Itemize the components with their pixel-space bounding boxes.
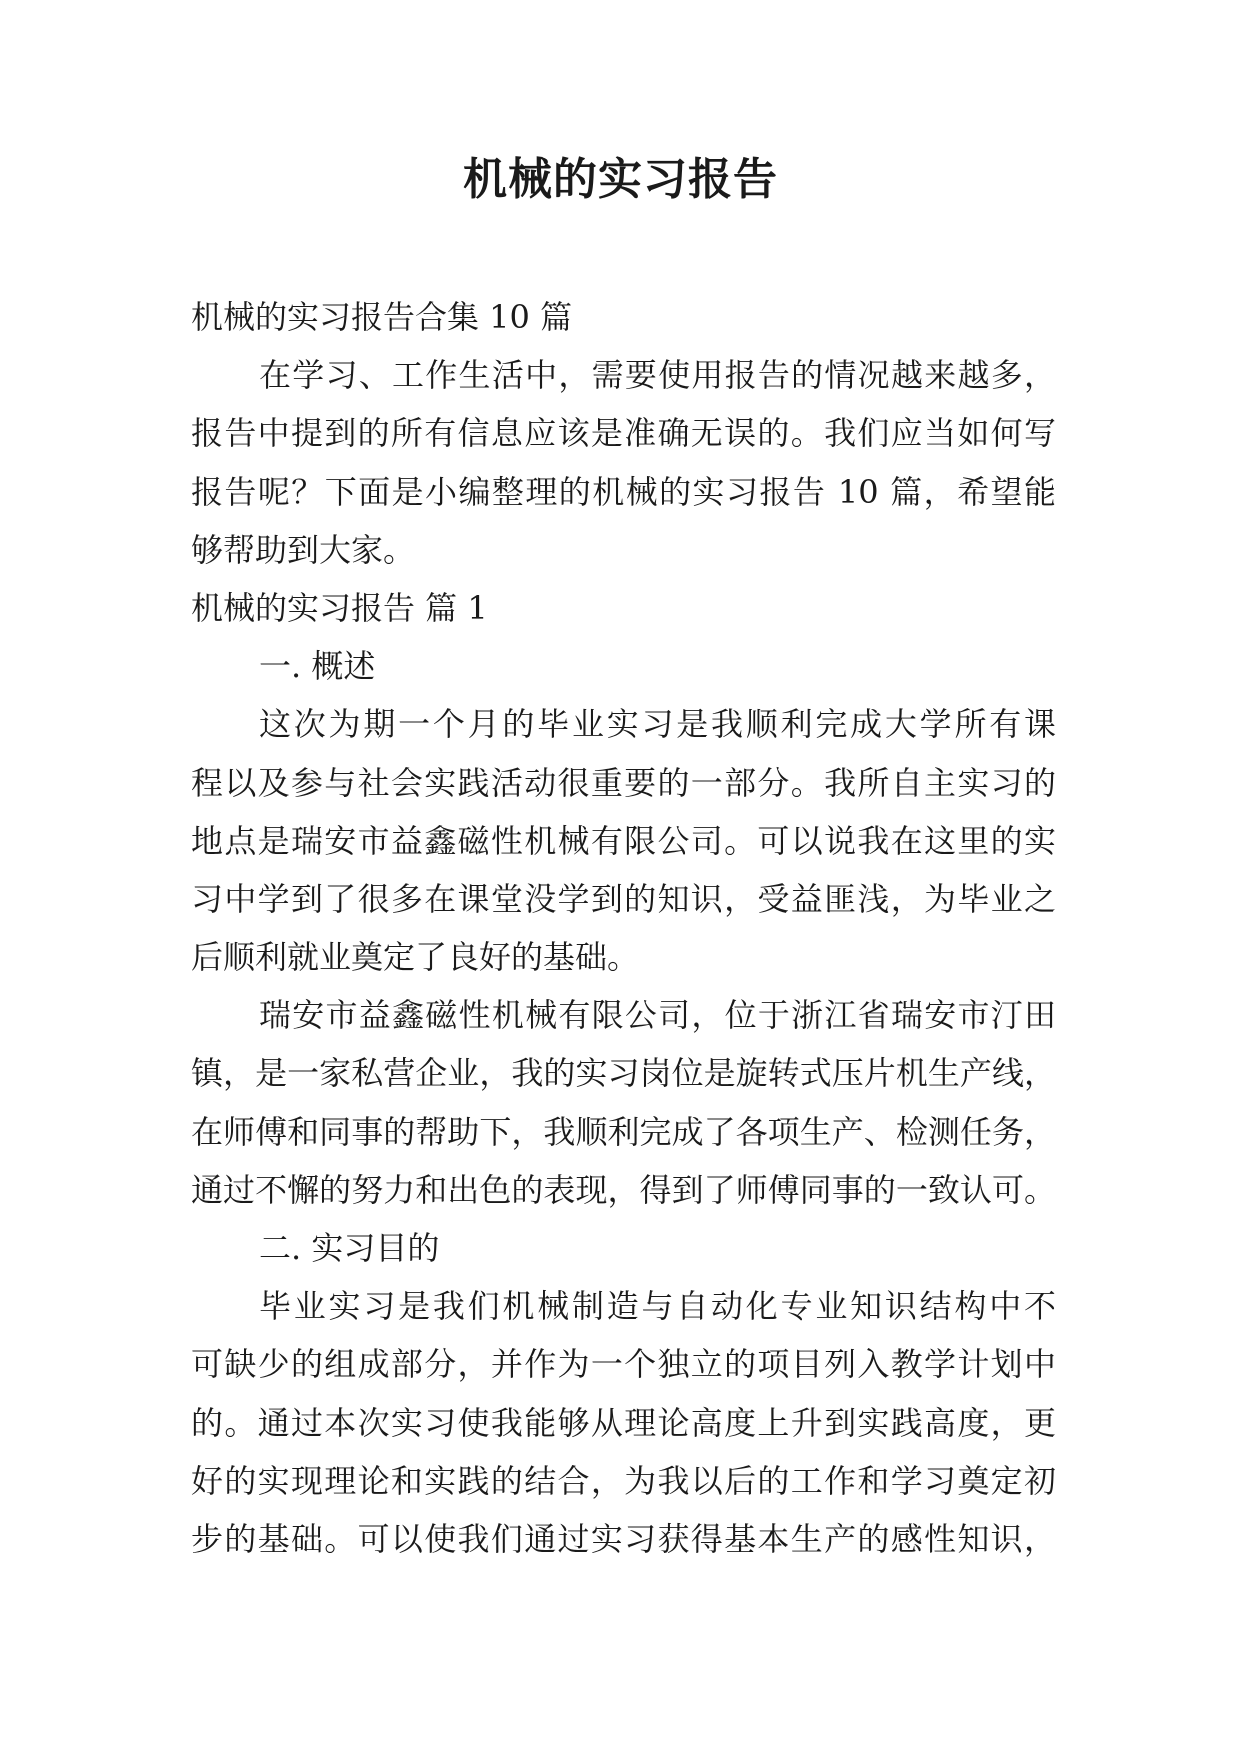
body-text-line: 机械的实习报告 篇 1: [191, 588, 488, 627]
document-title: 机械的实习报告: [463, 154, 778, 205]
body-text-line: 这次为期一个月的毕业实习是我顺利完成大学所有课: [259, 705, 1056, 744]
body-text-line: 程以及参与社会实践活动很重要的一部分。我所自主实习的: [191, 763, 1056, 802]
body-text-line: 一. 概述: [259, 647, 376, 686]
body-text-line: 二. 实习目的: [259, 1229, 440, 1267]
body-text-line: 通过不懈的努力和出色的表现，得到了师傅同事的一致认可。: [191, 1170, 1056, 1209]
body-text-line: 报告中提到的所有信息应该是准确无误的。我们应当如何写: [191, 414, 1056, 453]
body-text-line: 好的实现理论和实践的结合，为我以后的工作和学习奠定初: [191, 1461, 1056, 1500]
body-text-line: 步的基础。可以使我们通过实习获得基本生产的感性知识，: [191, 1519, 1056, 1558]
body-text-line: 可缺少的组成部分，并作为一个独立的项目列入教学计划中: [191, 1345, 1056, 1384]
body-text-line: 机械的实习报告合集 10 篇: [191, 298, 573, 336]
body-text-line: 够帮助到大家。: [191, 530, 416, 569]
body-text-line: 后顺利就业奠定了良好的基础。: [191, 938, 640, 977]
body-text-line: 的。通过本次实习使我能够从理论高度上升到实践高度，更: [191, 1403, 1056, 1442]
body-text-line: 在师傅和同事的帮助下，我顺利完成了各项生产、检测任务，: [191, 1112, 1056, 1151]
document-body: [191, 288, 1056, 1568]
body-text-line: 习中学到了很多在课堂没学到的知识，受益匪浅，为毕业之: [191, 879, 1056, 918]
body-text-line: 瑞安市益鑫磁性机械有限公司，位于浙江省瑞安市汀田: [259, 996, 1056, 1035]
body-text-line: 地点是瑞安市益鑫磁性机械有限公司。可以说我在这里的实: [191, 821, 1056, 860]
body-text-line: 镇，是一家私营企业，我的实习岗位是旋转式压片机生产线，: [191, 1054, 1056, 1093]
body-text-line: 在学习、工作生活中，需要使用报告的情况越来越多，: [259, 356, 1056, 395]
body-text-line: 报告呢？下面是小编整理的机械的实习报告 10 篇，希望能: [191, 472, 1056, 511]
body-text-line: 毕业实习是我们机械制造与自动化专业知识结构中不: [259, 1287, 1056, 1326]
